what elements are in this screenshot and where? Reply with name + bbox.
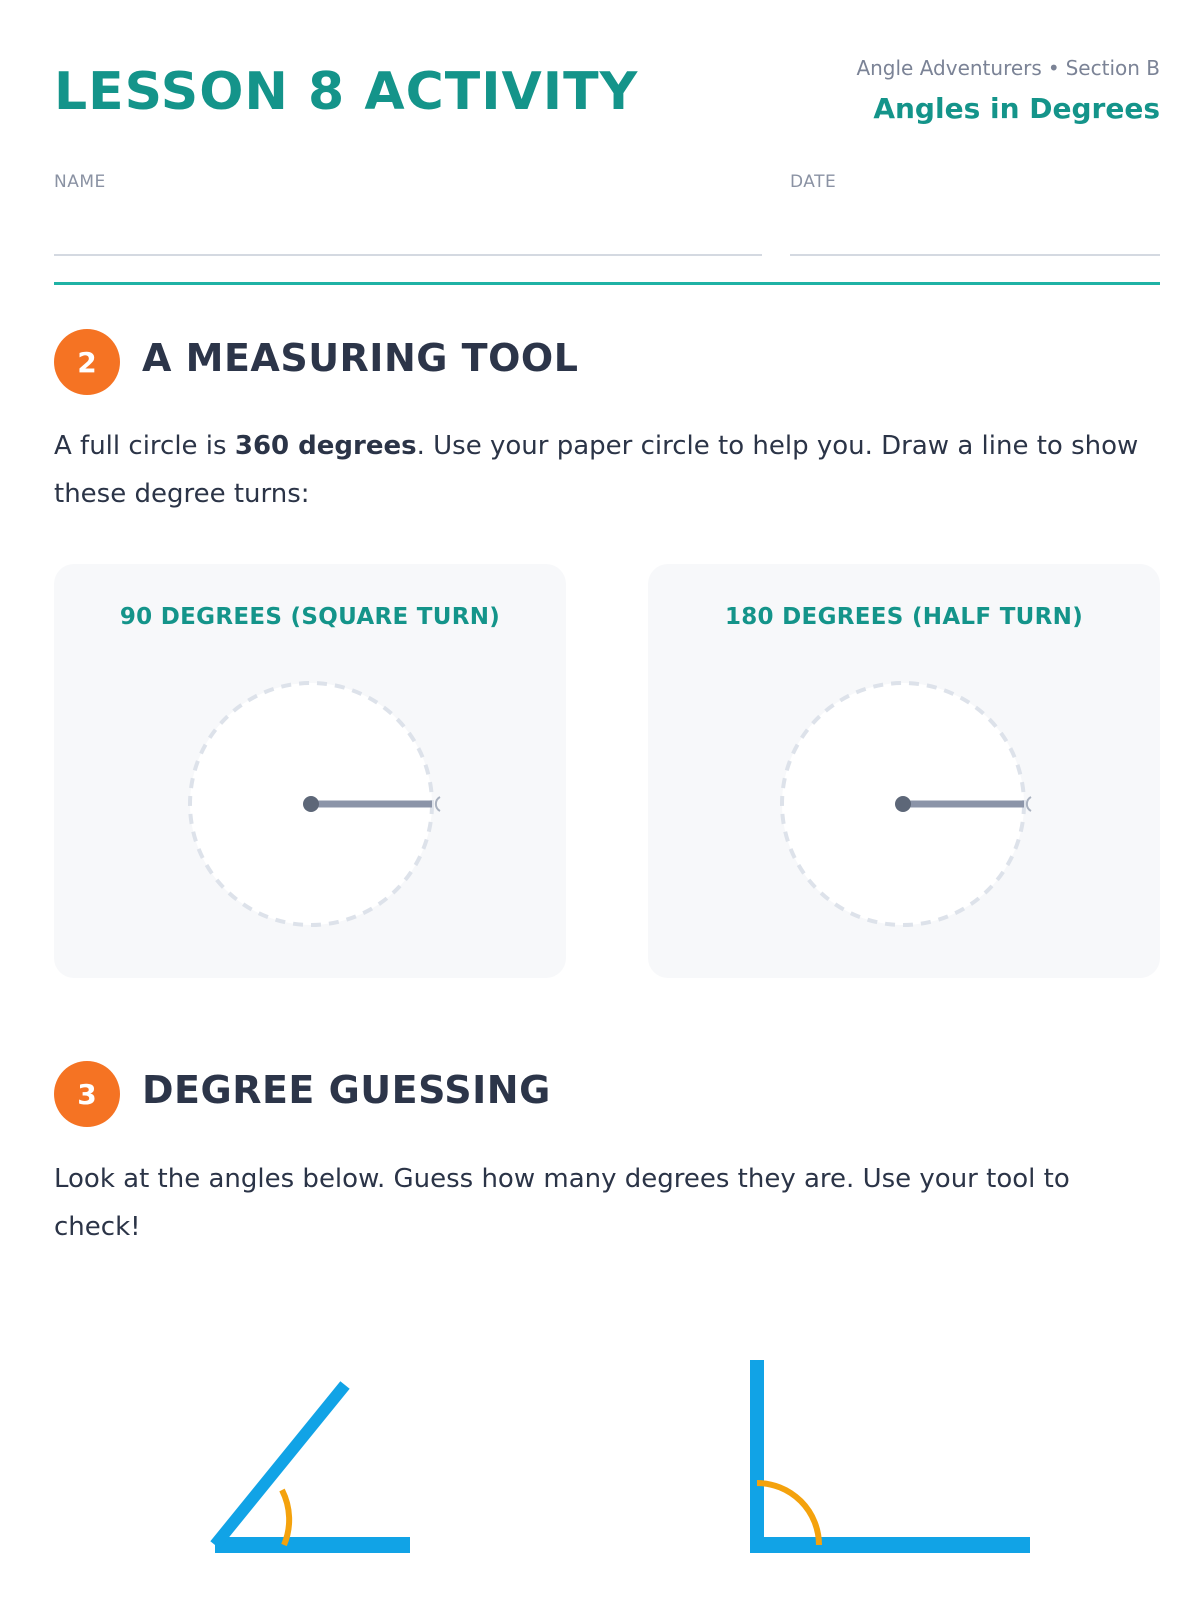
name-label: NAME [54, 172, 106, 192]
section-instructions [54, 422, 1160, 518]
section-heading: A MEASURING TOOL [142, 336, 579, 380]
angle-arc [757, 1483, 819, 1545]
arc-tick-mark [1027, 797, 1031, 811]
card-title: 90 DEGREES (SQUARE TURN) [119, 604, 501, 630]
degree-card [648, 564, 1160, 978]
section-heading: DEGREE GUESSING [142, 1068, 551, 1112]
measuring-circle-diagram[interactable] [648, 564, 1160, 978]
center-dot [895, 796, 911, 812]
angle-arc [282, 1490, 289, 1545]
separator-dot: • [1047, 56, 1060, 80]
lesson-title: LESSON 8 ACTIVITY [54, 62, 639, 122]
card-title: 180 DEGREES (HALF TURN) [724, 604, 1084, 630]
instructions-text-rest: . Use your paper circle to help you. Draw a line to show these degree turns: [54, 431, 1139, 509]
date-field[interactable] [790, 254, 1160, 256]
date-label: DATE [790, 172, 837, 192]
section-number-badge: 3 [54, 1061, 120, 1127]
course-line [856, 56, 1160, 80]
course-name: Angle Adventurers [856, 56, 1042, 80]
measuring-circle-diagram[interactable] [54, 564, 566, 978]
center-dot [303, 796, 319, 812]
section-instructions: Look at the angles below. Guess how many degrees they are. Use your tool to check! [54, 1164, 1070, 1242]
section-label: Section B [1065, 56, 1160, 80]
right-angle-figure [740, 1340, 1040, 1560]
instructions-bold: 360 degrees [234, 431, 417, 461]
angle-ray [215, 1385, 345, 1545]
unit-title: Angles in Degrees [873, 92, 1160, 125]
acute-angle-figure [200, 1340, 440, 1560]
name-field[interactable] [54, 254, 762, 256]
degree-card [54, 564, 566, 978]
arc-tick-mark [436, 797, 440, 811]
instructions-text: A full circle is [54, 431, 235, 461]
section-number-badge: 2 [54, 329, 120, 395]
header-divider [54, 282, 1160, 285]
